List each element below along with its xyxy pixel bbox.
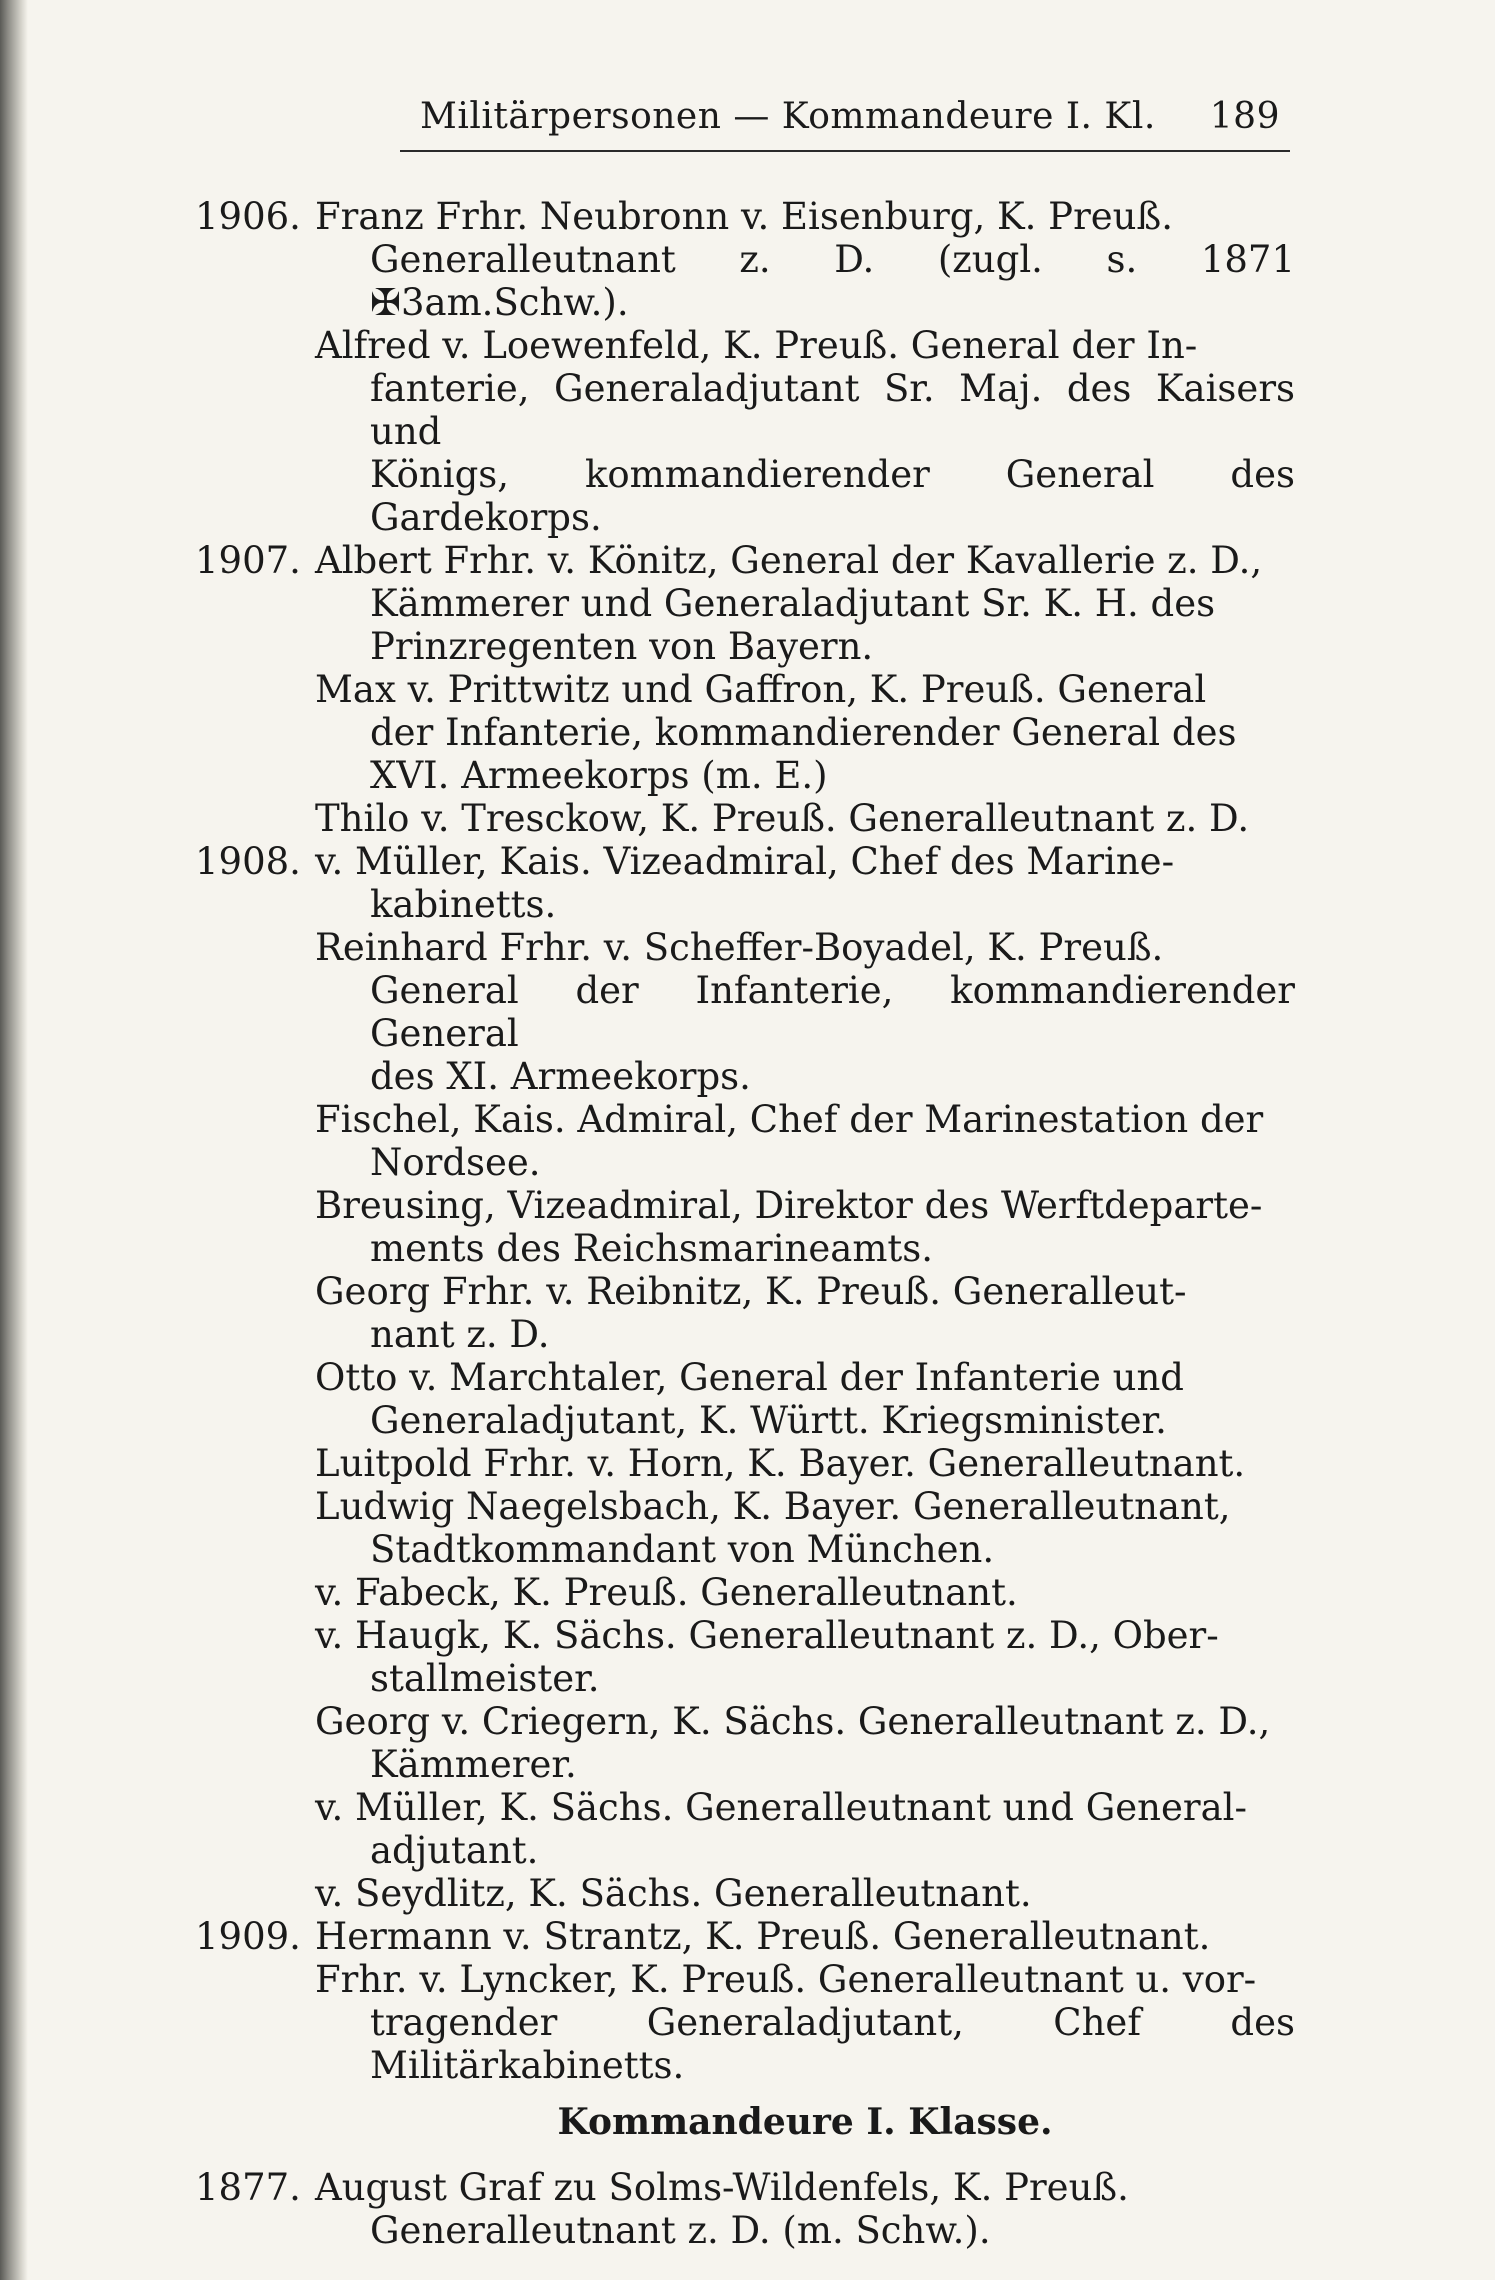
list-item — [195, 1184, 1295, 1270]
entry-continuation: Stadtkommandant von München. — [370, 1528, 995, 1571]
list-item — [195, 2166, 1295, 2252]
entry-continuation: der Infanterie, kommandierender General des — [370, 711, 1237, 754]
list-item — [195, 840, 1295, 926]
entry-year: 1908. — [195, 840, 301, 883]
list-item — [195, 1270, 1295, 1356]
entry-text: v. Müller, K. Sächs. Generalleutnant und General- — [315, 1786, 1247, 1829]
entry-text: Otto v. Marchtaler, General der Infanterie und — [315, 1356, 1184, 1399]
entry-text: Fischel, Kais. Admiral, Chef der Marinestation der — [315, 1098, 1264, 1141]
entry-continuation: Generalleutnant z. D. (m. Schw.). — [370, 2209, 991, 2252]
list-item — [195, 1786, 1295, 1872]
entry-text: Georg Frhr. v. Reibnitz, K. Preuß. Generalleut- — [315, 1270, 1187, 1313]
section-heading: Kommandeure I. Klasse. — [557, 2101, 1053, 2143]
running-header — [400, 96, 1290, 144]
list-item — [195, 1700, 1295, 1786]
list-item — [195, 1485, 1295, 1571]
entry-continuation: XVI. Armeekorps (m. E.) — [370, 754, 828, 797]
running-header-title: Militärpersonen — Kommandeure I. Kl. — [420, 96, 1156, 137]
page-body — [195, 195, 1295, 2252]
entry-year: 1907. — [195, 539, 301, 582]
entry-text: v. Fabeck, K. Preuß. Generalleutnant. — [315, 1571, 1018, 1614]
entry-year: 1909. — [195, 1915, 301, 1958]
list-item — [195, 1872, 1295, 1915]
entry-continuation: General der Infanterie, kommandierender General — [370, 969, 1295, 1055]
entry-year: 1877. — [195, 2166, 301, 2209]
entry-text: Albert Frhr. v. Könitz, General der Kavallerie z. D., — [315, 539, 1263, 582]
list-item — [195, 797, 1295, 840]
entry-continuation: Kämmerer und Generaladjutant Sr. K. H. des — [370, 582, 1216, 625]
entry-continuation: Prinzregenten von Bayern. — [370, 625, 874, 668]
entry-text: Franz Frhr. Neubronn v. Eisenburg, K. Preuß. — [315, 195, 1173, 238]
page-binding-edge — [0, 0, 28, 2280]
entry-text: Reinhard Frhr. v. Scheffer-Boyadel, K. Preuß. — [315, 926, 1164, 969]
entry-text: Ludwig Naegelsbach, K. Bayer. Generalleutnant, — [315, 1485, 1231, 1528]
entry-text: August Graf zu Solms-Wildenfels, K. Preuß. — [315, 2166, 1129, 2209]
list-item — [195, 1571, 1295, 1614]
entry-text: Hermann v. Strantz, K. Preuß. Generalleutnant. — [315, 1915, 1211, 1958]
entry-continuation: Nordsee. — [370, 1141, 541, 1184]
entry-continuation: adjutant. — [370, 1829, 539, 1872]
entry-continuation: tragender Generaladjutant, Chef des Militärkabinetts. — [370, 2001, 1295, 2087]
entry-text: Breusing, Vizeadmiral, Direktor des Werftdeparte- — [315, 1184, 1263, 1227]
list-item — [195, 1442, 1295, 1485]
entry-text: Alfred v. Loewenfeld, K. Preuß. General der In- — [315, 324, 1198, 367]
entry-continuation: Königs, kommandierender General des Gardekorps. — [370, 453, 1295, 539]
entry-continuation: fanterie, Generaladjutant Sr. Maj. des Kaisers und — [370, 367, 1295, 453]
header-rule — [400, 150, 1290, 152]
section-entry-list — [195, 2166, 1295, 2252]
list-item — [195, 1614, 1295, 1700]
list-item — [195, 195, 1295, 324]
entry-text: v. Seydlitz, K. Sächs. Generalleutnant. — [315, 1872, 1032, 1915]
list-item — [195, 324, 1295, 539]
entry-text: v. Müller, Kais. Vizeadmiral, Chef des Marine- — [315, 840, 1175, 883]
entry-continuation: nant z. D. — [370, 1313, 550, 1356]
entry-continuation: des XI. Armeekorps. — [370, 1055, 751, 1098]
entry-continuation: Generaladjutant, K. Württ. Kriegsminister. — [370, 1399, 1167, 1442]
entry-continuation: Generalleutnant z. D. (zugl. s. 1871 ✠3am.Schw.). — [370, 238, 1295, 324]
entry-continuation: kabinetts. — [370, 883, 557, 926]
list-item — [195, 539, 1295, 668]
list-item — [195, 668, 1295, 797]
list-item — [195, 1958, 1295, 2087]
entry-continuation: ments des Reichsmarineamts. — [370, 1227, 934, 1270]
entry-text: Max v. Prittwitz und Gaffron, K. Preuß. General — [315, 668, 1207, 711]
page-number: 189 — [1209, 96, 1280, 137]
entry-text: Thilo v. Tresckow, K. Preuß. Generalleutnant z. D. — [315, 797, 1250, 840]
entry-text: v. Haugk, K. Sächs. Generalleutnant z. D., Ober- — [315, 1614, 1219, 1657]
entry-text: Georg v. Criegern, K. Sächs. Generalleutnant z. D., — [315, 1700, 1271, 1743]
list-item — [195, 1098, 1295, 1184]
entry-text: Frhr. v. Lyncker, K. Preuß. Generalleutnant u. vor- — [315, 1958, 1257, 2001]
entry-year: 1906. — [195, 195, 301, 238]
entry-continuation: stallmeister. — [370, 1657, 600, 1700]
list-item — [195, 1356, 1295, 1442]
entry-list — [195, 195, 1295, 2087]
list-item — [195, 1915, 1295, 1958]
entry-continuation: Kämmerer. — [370, 1743, 577, 1786]
list-item — [195, 926, 1295, 1098]
entry-text: Luitpold Frhr. v. Horn, K. Bayer. Generalleutnant. — [315, 1442, 1246, 1485]
